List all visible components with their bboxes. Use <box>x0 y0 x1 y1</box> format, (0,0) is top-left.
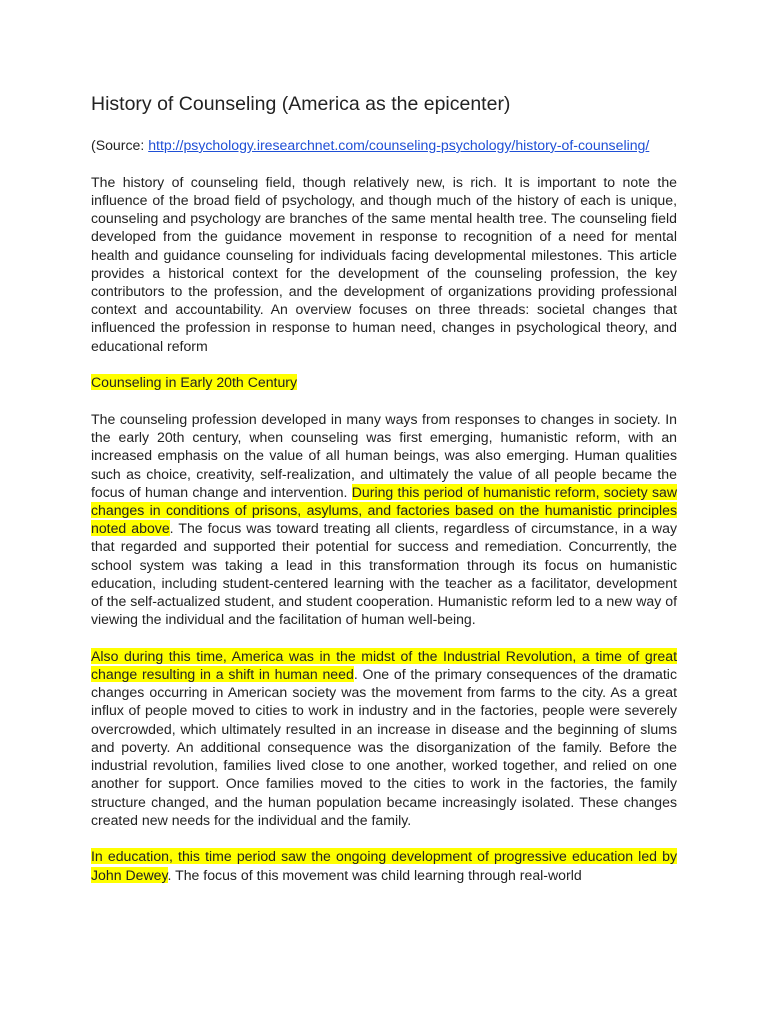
paragraph-industrial-revolution <box>91 647 677 829</box>
source-prefix: (Source: <box>91 137 149 153</box>
source-link[interactable]: http://psychology.iresearchnet.com/counseling-psychology/history-of-counseling/ <box>148 137 650 153</box>
document-page <box>91 92 677 884</box>
para2-highlight: Also during this time, America was in the midst of the Industrial Revolution, a time of great change resulting in a shift in human need <box>91 647 677 683</box>
intro-paragraph <box>91 173 677 355</box>
intro-text: The history of counseling field, though relatively new, is rich. It is important to note the influence of the broad field of psychology, and though much of the history of each is unique, counseling and psychology are branches of the same mental health tree. The counseling field developed from the guidance movement in response to recognition of a need for mental health and guidance counseling for individuals facing developmental milestones. This article provides a historical context for the development of the counseling profession, the key contributors to the profession, and the development of organizations providing professional context and accountability. An overview focuses on three threads: societal changes that influenced the profession in response to human need, changes in psychological theory, and educational reform <box>91 173 677 354</box>
document-title: History of Counseling (America as the epicenter) <box>91 93 511 115</box>
section-heading: Counseling in Early 20th Century <box>91 374 298 391</box>
section-heading-line <box>91 373 677 391</box>
para2-text-after: . One of the primary consequences of the dramatic changes occurring in American society was the movement from farms to the city. As a great influx of people moved to cities to work in industry and in the factories, people were severely overcrowded, which ultimately resulted in an increase in disease and the beginning of slums and poverty. An additional consequence was the disorganization of the family. Before the industrial revolution, families lived close to one another, worked together, and relied on one another for support. Once families moved to the cities to work in the factories, the family structure changed, and the human population became increasingly isolated. These changes created new needs for the individual and the family. <box>91 666 677 828</box>
para3-highlight: In education, this time period saw the ongoing development of progressive education led by John Dewey <box>91 848 677 883</box>
paragraph-progressive-education <box>91 847 677 883</box>
source-line <box>91 136 677 154</box>
para1-text-before: The counseling profession developed in many ways from responses to changes in society. In the early 20th century, when counseling was first emerging, humanistic reform, with an increased emphasis on the value of all human beings, was also emerging. Human qualities such as choice, creativity, self-realization, and ultimately the value of all people became the focus of human change and intervention. <box>91 410 677 500</box>
para1-text-after: . The focus was toward treating all clients, regardless of circumstance, in a way that regarded and supported their potential for success and remediation. Concurrently, the school system was taking a lead in this transformation through its focus on humanistic education, including student-centered learning with the teacher as a facilitator, development of the self-actualized student, and student cooperation. Humanistic reform led to a new way of viewing the individual and the facilitation of human well-being. <box>91 520 677 628</box>
para3-text-after: . The focus of this movement was child learning through real-world <box>167 866 582 883</box>
para1-highlight: During this period of humanistic reform, society saw changes in conditions of prisons, asylums, and factories based on the humanistic principles noted above <box>91 483 678 537</box>
paragraph-humanistic-reform <box>91 410 677 628</box>
